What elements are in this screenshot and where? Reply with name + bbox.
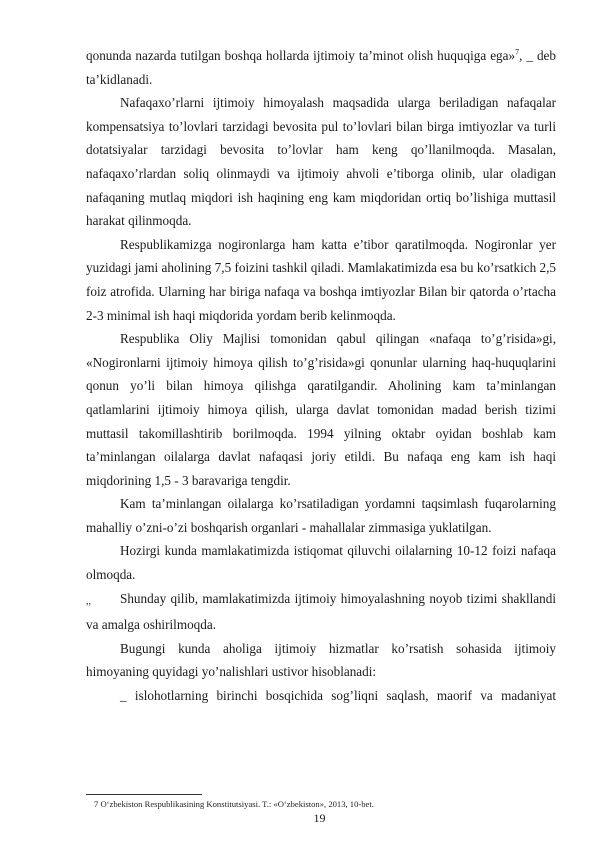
paragraph-social-protection-text: Shunday qilib, mamlakatimizda ijtimoiy himoyalashning noyob tizimi shakllandi va amalga oshirilmoqda.: [86, 590, 556, 633]
paragraph-continuation: [86, 44, 556, 91]
paragraph-families-percent: Hozirgi kunda mamlakatimizda istiqomat qiluvchi oilalarning 10-12 foizi nafaqa olmoqda.: [86, 543, 556, 583]
paragraph-laws: Respublika Oliy Majlisi tomonidan qabul qilingan «nafaqa to’g’risida»gi, «Nogironlarni ijtimoiy himoya qilish to’g’risida»gi qonunlar ularning haq-huquqlarini qonun yo’li bilan himoya qilishga qaratilgandir. Aholining kam ta’minlangan qatlamlarini ijtimoiy himoya qilish, ularga davlat tomonidan madad berish tizimi muttasil takomillashtirib borilmoqda. 1994 yilning oktabr oyidan boshlab kam ta’minlangan oilalarga davlat nafaqasi joriy etildi. Bu nafaqa eng kam ish haqi miqdorining 1,5 - 3 baravariga tengdir.: [86, 331, 556, 488]
paragraph-continuation-text: qonunda nazarda tutilgan boshqa hollarda ijtimoiy ta’minot olish huquqiga ega»: [86, 48, 516, 63]
footnote: 7 O‘zbekiston Respublikasining Konstitutsiyasi. T.: «O‘zbekiston», 2013, 10-bet.: [94, 799, 374, 809]
paragraph-low-income-aid: Kam ta’minlangan oilalarga ko’rsatiladigan yordamni taqsimlash fuqarolarning mahalliy o’zni-o’zi boshqarish organlari - mahallalar zimmasiga yuklatilgan.: [86, 496, 556, 535]
paragraph-priorities: Bugungi kunda aholiga ijtimoiy hizmatlar ko’rsatish sohasida ijtimoiy himoyaning quyidagi yo’nalishlari ustivor hisoblanadi:: [86, 640, 556, 680]
footnote-divider: [86, 794, 202, 795]
paragraph-reforms: _ islohotlarning birinchi bosqichida sog’liqni saqlash, maorif va madaniyat: [120, 688, 556, 704]
paragraph-disabled-persons: Respublikamizga nogironlarga ham katta e’tibor qaratilmoqda. Nogironlar yer yuzidagi jami aholining 7,5 foizini tashkil qiladi. Mamlakatimizda esa bu ko’rsatkich 2,5 foiz atrofida. Ularning har biriga nafaqa va boshqa imtiyozlar Bilan bir qatorda o’rtacha 2-3 minimal ish haqi miqdorida yordam berib kelinmoqda.: [86, 236, 556, 323]
paragraph-social-protection-system: [86, 587, 556, 637]
page-number: 19: [313, 811, 326, 825]
body-text: [86, 44, 556, 708]
paragraph-pension-benefits: Nafaqaxo’rlarni ijtimoiy himoyalash maqsadida ularga beriladigan nafaqalar kompensatsiya to’lovlari tarzidagi bevosita pul to’lovlari bilan birga imtiyozlar va turli dotatsiyalar tarzidagi bevosita to’lovlar ham keng qo’llanilmoqda. Masalan, nafaqaxo’rlardan soliq olinmaydi va ijtimoiy ahvoli e’tiborga olinib, ular oladigan nafaqaning mutlaq miqdori ish haqining eng kam miqdoridan ortiq bo’lishiga muttasil harakat qilinmoqda.: [86, 95, 556, 229]
quote-mark: ,,: [86, 595, 91, 607]
paragraph-continuation-tail: , _ deb ta’kidlanadi.: [86, 48, 556, 87]
footnote-reference[interactable]: 7: [515, 47, 520, 57]
